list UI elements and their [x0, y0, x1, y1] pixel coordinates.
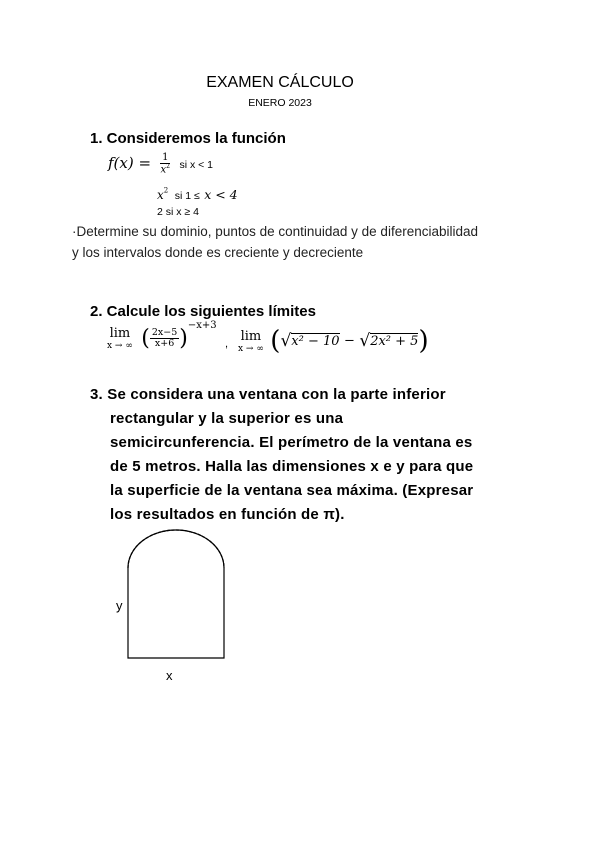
limit-2-radicand-1: x² − 10 [291, 333, 340, 349]
problem-3-line-6: los resultados en función de π). [110, 506, 345, 523]
problem-1-heading: 1. Consideremos la función [90, 130, 286, 147]
limit-1-subscript: x → ∞ [107, 341, 133, 351]
window-semicircle [128, 530, 224, 568]
problem-1-text-line-1: ·Determine su dominio, puntos de continuidad y de diferenciabilidad [72, 224, 478, 239]
case-2-inequality: x < 4 [204, 187, 238, 202]
problem-3-line-3: semicircunferencia. El perímetro de la ventana es [110, 434, 473, 451]
limit-1-fraction [150, 328, 179, 350]
problem-2-heading: 2. Calcule los siguientes límites [90, 303, 316, 320]
limit-1-numerator: 2x−5 [151, 326, 178, 338]
problem-3-line-4: de 5 metros. Halla las dimensiones x e y para que [110, 458, 474, 475]
fraction-denominator: $x^2$ [160, 163, 170, 176]
limit-2: lim x → ∞ (√x² − 10 − √2x² + 5) [238, 326, 429, 356]
limit-1-denominator: x+6 [154, 338, 175, 349]
problem-3-line-1: 3. Se considera una ventana con la parte inferior [90, 386, 446, 403]
problem-3-line-5: la superficie de la ventana sea máxima. (Expresar [110, 482, 474, 499]
case-2-exponent: 2 [163, 186, 169, 195]
limit-2-word: lim [240, 328, 262, 344]
fraction-numerator: 1 [162, 152, 169, 163]
limit-separator: , [225, 338, 229, 350]
window-diagram [110, 520, 240, 670]
function-definition [108, 152, 213, 175]
function-lhs: f(x) = [108, 153, 152, 172]
page-title: EXAMEN CÁLCULO [206, 74, 354, 91]
limit-2-minus: − [344, 333, 355, 349]
label-x: x [166, 668, 173, 683]
limit-1: lim x → ∞ ( $\frac{2x-5}{x+6}$ )$^{-x+3}$ [107, 320, 217, 351]
problem-3-line-2: rectangular y la superior es una [110, 410, 344, 427]
case-1-condition: si x < 1 [179, 158, 213, 171]
case-2-base: x [157, 188, 164, 202]
case-2 [157, 186, 238, 204]
limit-2-subscript: x → ∞ [238, 343, 264, 354]
problem-1-text-line-2: y los intervalos donde es creciente y decreciente [72, 245, 364, 260]
limit-1-word: lim [109, 326, 131, 341]
limit-2-radicand-2: 2x² + 5 [370, 333, 419, 349]
window-outline [128, 530, 224, 658]
function-fraction [159, 152, 172, 175]
page-subtitle: ENERO 2023 [248, 97, 312, 109]
limit-1-exponent: −x+3 [187, 320, 217, 332]
label-y: y [116, 598, 123, 613]
case-2-condition: si 1 ≤ [174, 190, 200, 202]
case-3: 2 si x ≥ 4 [157, 206, 199, 218]
